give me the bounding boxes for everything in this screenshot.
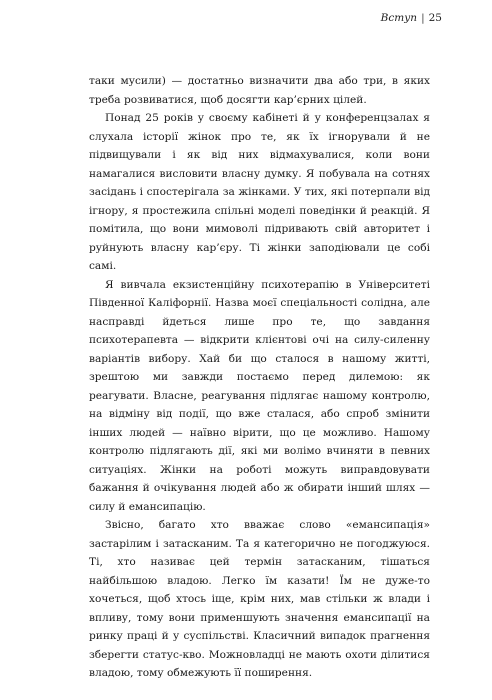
running-head <box>381 12 442 24</box>
header-separator: | <box>421 12 425 24</box>
paragraph-continuation: таки мусили) — достатньо визначити два або три, в яких треба розвиватися, щоб досягти кар’єрних цілей. <box>89 75 430 106</box>
body-text <box>89 72 430 683</box>
section-title: Вступ <box>380 12 418 24</box>
paragraph: Понад 25 років у своєму кабінеті й у конференцзалах я слухала історії жінок про те, як їх ігнорували й не підвищували і як від них відмахувалися, коли вони намагалися висловити власну думку. Я побувала на сотнях засідань і спостерігала за жінками. У тих, які потерпали від ігнору, я простежила спільні моделі поведінки й реакцій. Я помітила, що вони мимоволі підривають свій авторитет і руйнують власну кар’єру. Ті жінки заподіювали це собі самі. <box>89 112 430 272</box>
page-number: 25 <box>428 12 442 24</box>
paragraph: Звісно, багато хто вважає слово «емансипація» застарілим і затасканим. Та я категорично не погоджуюся. Ті, хто називає цей термін затасканим, тішаться найбільшою владою. Легко їм казати! Їм не дуже-то хочеться, щоб хтось іще, крім них, мав стільки ж влади і впливу, тому вони применшують значення емансипації на ринку праці й у суспільстві. Класичний випадок прагнення зберегти статус-кво. Можновладці не мають охоти ділитися владою, тому обмежують її поширення. <box>89 519 430 679</box>
paragraph: Я вивчала екзистенційну психотерапію в Університеті Південної Каліфорнії. Назва моєї спеціальності солідна, але насправді йдеться лише про те, що завдання психотерапевта — відкрити клієнтові очі на силу-силенну варіантів вибору. Хай би що сталося в нашому житті, зрештою ми завжди постаємо перед дилемою: як реагувати. Власне, реагування підлягає нашому контролю, на відміну від події, що вже сталася, або спроб змінити інших людей — наївно вірити, що це можливо. Нашому контролю підлягають дії, які ми волімо вчиняти в певних ситуаціях. Жінки на роботі можуть виправдовувати бажання й очікування людей або ж обирати інший шлях — силу й емансипацію. <box>89 278 430 513</box>
